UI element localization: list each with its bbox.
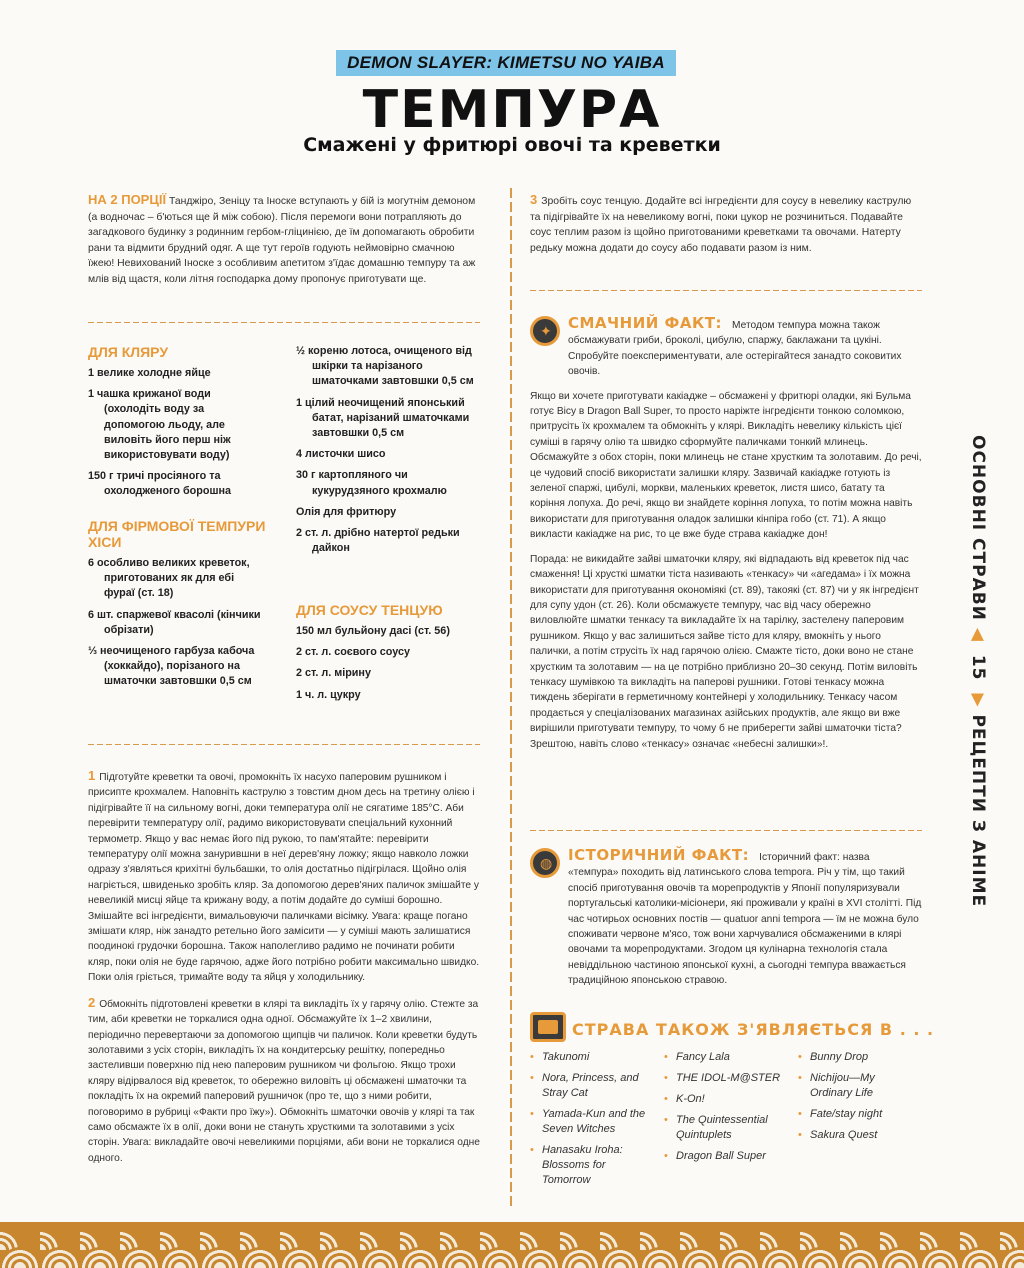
divider [88, 322, 480, 323]
sauce-heading: ДЛЯ СОУСУ ТЕНЦУЮ [296, 602, 443, 618]
list-item: ⅓ неочищеного гарбуза кабоча (хоккайдо), порізаного на шматочки завтовшки 0,5 см [88, 645, 255, 688]
method-steps [88, 768, 480, 1175]
list-item: 2 ст. л. дрібно натертої редьки дайкон [296, 527, 460, 555]
signature-heading: ДЛЯ ФІРМОВОЇ ТЕМПУРИ ХІСИ [88, 518, 266, 550]
tasty-fact-title: СМАЧНИЙ ФАКТ: [568, 314, 723, 332]
section-name: ОСНОВНІ СТРАВИ [968, 435, 988, 621]
sauce-list [296, 624, 480, 709]
column-divider [510, 188, 512, 1208]
history-fact-icon: ◍ [530, 848, 560, 878]
extra-ingredients-list [296, 344, 480, 562]
step-text: Підготуйте креветки та овочі, промокніть їх насухо паперовим рушником і присипте крохмалем. Наповніть каструлю з товстим дном десь на третину олією і підігрівайте її на сильному вогні, доки температура олії не сягатиме 185°C. Аби перевірити температуру олії, радимо використовувати спеціальний кухонний термометр. Якщо у вас немає його під рукою, то пам'ятайте: перевірити температуру олії можна занурившни в неї дерев'яну ложку; якщо навколо ложки одразу з'являться крихітні бульбашки, то олія достатньо підігрілася. Щойно олія нагріється, швиденько зробіть кляр. За допомогою дерев'яних паличок змішайте у невеликій мисці яйце та крижану воду, а потім додайте до суміші борошно. Змішайте всі інгредієнти, вимальовуючи паличками вісімку. Увага: краще погано змішати кляр, ніж занадто ретельно його замісити — у суміші мають залишатися поодинокі грудочки борошна. Також наполегливо радимо не починати робити кляр, поки олія не буде гарячою, адже його потрібно робити максимально швидко. Поки олія гріється, тримайте воду та яйця у холодильнику. [88, 772, 480, 984]
chevron-left-icon: ◀ [968, 627, 988, 642]
list-item: • Yamada-Kun and the Seven Witches [530, 1107, 656, 1137]
tasty-fact-icon: ✦ [530, 316, 560, 346]
list-item: • The Quintessential Quintuplets [664, 1113, 792, 1143]
chevron-right-icon: ▶ [968, 693, 988, 708]
page-sidebar [960, 435, 990, 908]
wave-pattern-footer [0, 1222, 1024, 1268]
batter-list [88, 366, 266, 506]
list-item: • Nichijou—My Ordinary Life [798, 1071, 918, 1101]
list-item: 1 ч. л. цукру [296, 688, 361, 701]
list-item: • Sakura Quest [798, 1128, 918, 1143]
step-number: 1 [88, 768, 96, 783]
list-item: 4 листочки шисо [296, 448, 386, 461]
anime-list-2 [664, 1050, 792, 1170]
sidebar-text [968, 435, 988, 908]
intro [88, 192, 480, 288]
list-item: Олія для фритюру [296, 505, 397, 518]
batter-heading: ДЛЯ КЛЯРУ [88, 344, 169, 360]
appears-heading: СТРАВА ТАКОЖ З'ЯВЛЯЄТЬСЯ В . . . [572, 1020, 935, 1039]
list-item: • Nora, Princess, and Stray Cat [530, 1071, 656, 1101]
tasty-fact-lead [530, 314, 922, 380]
divider [530, 830, 922, 831]
list-item: 1 цілий неочищений японський батат, нарізаний шматочками завтовшки 0,5 см [296, 396, 470, 440]
tasty-fact-paragraph: Порада: не викидайте зайві шматочки кляру, які відпадають від креветок під час смаження! Ці хрусткі шматки тіста називають «тенкасу» чи «агедама» і їх можна використати для приготування окономіякі (ст. 89), такоякі (ст. 87) чи у як інгредієнт для супу удон (ст. 26). Коли обсмажуєте темпуру, час від часу обережно виловлюйте шматки тенкасу та викладайте їх на тарілку, застелену паперовим рушником. Якщо у вас залишиться зайве тісто для кляру, вмокніть у нього палички, а потім струсіть їх над гарячою олією. Смажте тісто, доки воно не стане хрустким та золотавим — на це потрібно приблизно 20–30 секунд. Потім виловіть тенкасу шумівкою та викладіть на паперові рушники. Готові тенкасу можна тиждень зберігати в герметичному контейнері у холодильнику. Тенкасу часом продається у спеціалізованих магазинах азійських продуктів, але якщо ви вже вирішили приготувати темпуру, то чому б не приберегти зайві шматочки тіста? Зрештою, навіть слово «тенкасу» означає «небесні залишки»!. [530, 553, 919, 750]
step-1 [88, 768, 480, 986]
anime-list-1 [530, 1050, 656, 1194]
list-item: 2 ст. л. соєвого соусу [296, 646, 411, 659]
history-fact-body [530, 846, 922, 989]
list-item: • Bunny Drop [798, 1050, 918, 1065]
list-item: • Hanasaku Iroha: Blossoms for Tomorrow [530, 1143, 656, 1188]
page-title: ТЕМПУРА [362, 80, 662, 140]
divider [530, 290, 922, 291]
divider [88, 744, 480, 745]
page-number: 15 [968, 654, 988, 681]
list-item: • K-On! [664, 1092, 792, 1107]
list-item: • Takunomi [530, 1050, 656, 1065]
anime-list-3 [798, 1050, 918, 1149]
list-item: 150 мл бульйону дасі (ст. 56) [296, 625, 450, 637]
tasty-fact [530, 314, 922, 761]
intro-text: Танджіро, Зеніцу та Іноске вступають у бій із могутнім демоном (а водночас – б'ються ще й між собою). Після перемоги вони потрапляють до загадкового будинку з родинним гербом-гліцинією, де їм допомагають обробити рани та відмити брудний одяг. А ще тут героїв годують неймовірно смачною їжею! Невихований Іноске з особливим апетитом з'їдає домашню темпуру та аж млів від щастя, коли літня господарка дому пропонує приготувати ще. [88, 196, 476, 285]
list-item: 1 велике холодне яйце [88, 367, 211, 379]
list-item: 30 г картопляного чи кукурудзяного крохмалю [296, 469, 447, 497]
list-item: • Dragon Ball Super [664, 1149, 792, 1164]
history-fact-title: ІСТОРИЧНИЙ ФАКТ: [568, 846, 750, 864]
signature-list [88, 556, 266, 696]
tasty-fact-lead-text: Методом темпура можна також обсмажувати гриби, броколі, цибулю, спаржу, баклажани та цукіні. Спробуйте поекспериментувати, але остерігайтеся занадто соковитих овочів. [568, 320, 902, 378]
step-3 [530, 192, 922, 256]
list-item: 1 чашка крижаної води (охолодіть воду за допомогою льоду, але виловіть його перш ніж використовувати воду) [88, 388, 231, 462]
list-item: 150 г тричі просіяного та охолодженого борошна [88, 470, 231, 498]
list-item: 6 особливо великих креветок, приготованих як для ебі фураї (ст. 18) [88, 557, 250, 600]
list-item: • Fate/stay night [798, 1107, 918, 1122]
step-number: 2 [88, 994, 96, 1010]
series-tag: DEMON SLAYER: KIMETSU NO YAIBA [336, 50, 676, 76]
list-item: • THE IDOL-M@STER [664, 1071, 792, 1086]
step-text: Обмокніть підготовлені креветки в клярі та викладіть їх у гарячу олію. Стежте за тим, аби креветки не торкалися одна одної. Обсмажуйте їх 1–2 хвилини, періодично перевертаючи за допомогою щипців чи паличок. Коли креветки будуть золотавими з усіх сторін, викладіть їх на кондитерську решітку, попередньо застеливши поверхню під нею паперовим рушником чи фольгою. Якщо трохи кляру відірвалося від креветок, то обережно виловіть ці обсмажені шматочки та покладіть їх на окремий паперовий рушничок (про те, що з ними робити, поговоримо в рубриці «Факти про їжу»). Обмокніть шматочки овочів у клярі та так само обсмажте їх в олії, доки вони не стануть хрусткими та золотавими з усіх сторін. Увага: викладайте овочі невеликими порціями, аби вони не торкалися одне одного. [88, 998, 480, 1164]
step-2 [88, 995, 480, 1166]
list-item: • Fancy Lala [664, 1050, 792, 1065]
step-number: 3 [530, 192, 538, 207]
list-item: ½ кореню лотоса, очищеного від шкірки та нарізаного шматочками завтовшки 0,5 см [296, 345, 474, 388]
page-subtitle: Смажені у фритюрі овочі та креветки [303, 134, 721, 156]
tasty-fact-paragraph: Якщо ви хочете приготувати какіадже – обсмажені у фритюрі оладки, які Бульма готує Вісу в Dragon Ball Super, то просто наріжте інгредієнти тонкою соломкою, притрусіть їх крохмалем та обмокніть у клярі. Викладіть невелику кількість цієї суміші в гарячу олію та швидко сформуйте паличками тонкий млинець. Обсмажуйте з обох сторін, поки млинець не стане хрустким та золотавим. До речі, це чудовий спосіб використати залишки кляру. Зазвичай какіадже готують із зеленої спаржі, цибулі, моркви, маленьких креветок, листя шисо, батату та коріння лопуха. До речі, якщо ви знайдете коріння лопуха, то потім можна навіть використати для приготування оладок залишки кінпіра гобо (ст. 71). А якщо викласти какіадже на рис, то це вже буде страва какіадже дон! [530, 390, 922, 541]
tv-icon [530, 1012, 566, 1042]
history-fact [530, 846, 922, 989]
servings-label: НА 2 ПОРЦІЇ [88, 192, 167, 207]
step-text: Зробіть соус тенцую. Додайте всі інгредієнти для соусу в невелику каструлю та підігрівайте їх на невеликому вогні, поки цукор не розчиниться. Подавайте соус теплим разом із щойно приготованими креветками та овочами. Натерту редьку можна додати до соусу або подавати разом із ним. [530, 196, 912, 254]
history-fact-text: Історичний факт: назва «темпура» походить від латинського слова tempora. Річ у тім, що такий спосіб приготування овочів та морепродуктів у Японії популяризували португальські католики-місіонери, які проживали у країні в XVI столітті. Під час чотирьох основних постів — quatuor anni tempora — їм не можна було споживати червоне м'ясо, тож вони харчувалися обсмаженими в клярі овочами та морепродуктами. Згодом ця кулінарна технологія стала невіддільною частиною японської кухні, а сьогодні темпура вважається традиційною японською стравою. [568, 852, 922, 987]
book-title: РЕЦЕПТИ З АНІМЕ [968, 714, 988, 908]
list-item: 6 шт. спаржевої квасолі (кінчики обрізати) [88, 608, 261, 636]
list-item: 2 ст. л. мірину [296, 667, 371, 680]
